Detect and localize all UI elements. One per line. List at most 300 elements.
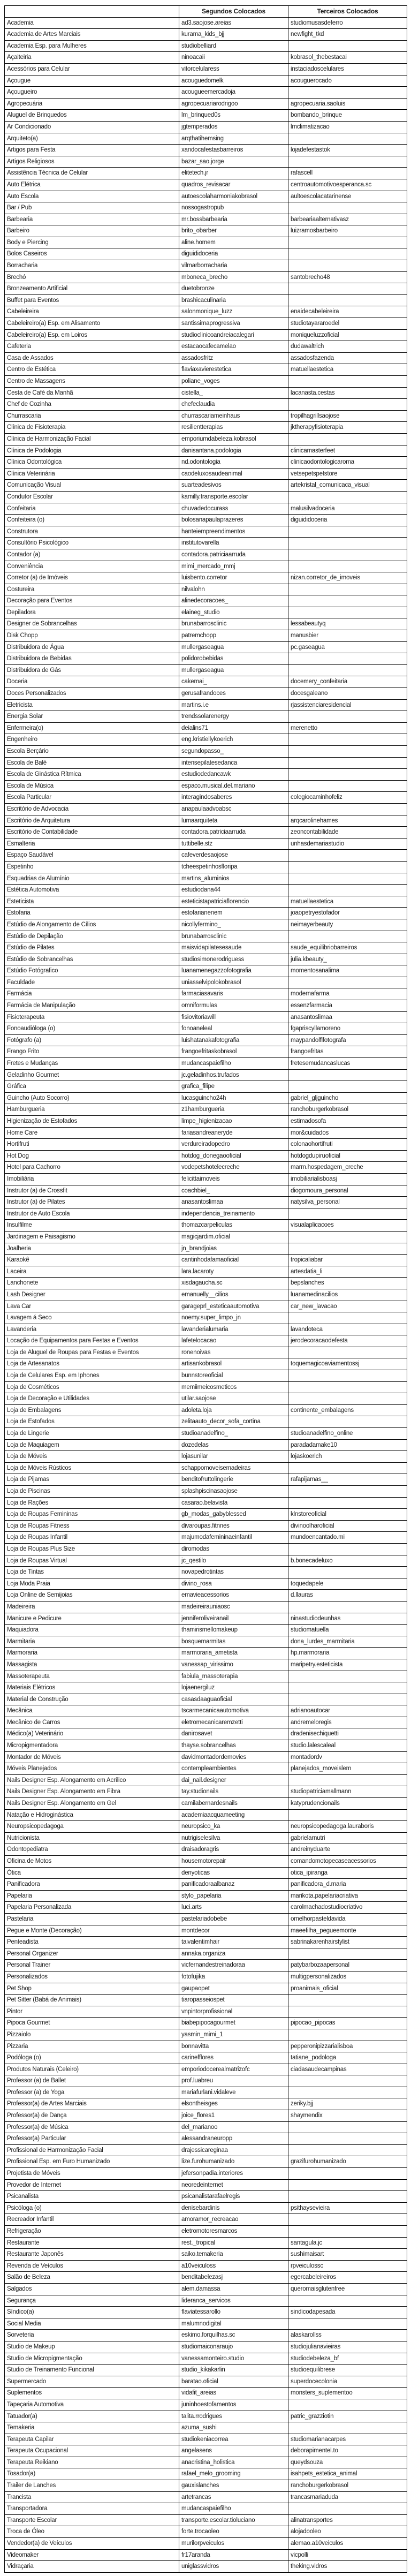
table-row bbox=[5, 1127, 407, 1139]
third-place-cell bbox=[288, 1809, 407, 1821]
third-place-cell: ranchoburgerkobrasol bbox=[288, 2480, 407, 2492]
second-place-cell: estudiodana44 bbox=[179, 885, 288, 896]
second-place-cell: lojasunilar bbox=[179, 1451, 288, 1463]
second-place-cell: jenniferoliveiranail bbox=[179, 1613, 288, 1625]
category-cell: Auto Elétrica bbox=[5, 179, 179, 191]
third-place-cell bbox=[288, 711, 407, 723]
category-cell: Artigos Religiosos bbox=[5, 156, 179, 168]
table-row bbox=[5, 1104, 407, 1116]
table-row bbox=[5, 942, 407, 954]
category-cell: Costureira bbox=[5, 584, 179, 595]
second-place-cell: rafael_melo_grooming bbox=[179, 2468, 288, 2480]
category-cell: Terapeuta Reikiano bbox=[5, 2457, 179, 2468]
category-cell: Açougue bbox=[5, 75, 179, 87]
table-row bbox=[5, 1844, 407, 1856]
table-row bbox=[5, 2318, 407, 2330]
third-place-cell: studiojulianavieiras bbox=[288, 2341, 407, 2353]
second-place-cell: neoredeinternet bbox=[179, 2179, 288, 2191]
category-cell: Higienização de Estofados bbox=[5, 1116, 179, 1128]
category-cell: Mecânico de Carros bbox=[5, 1717, 179, 1728]
second-place-cell: eskimo.forquilhas.sc bbox=[179, 2330, 288, 2341]
category-cell: Manicure e Pedicure bbox=[5, 1613, 179, 1625]
third-place-cell: zeriky.bjj bbox=[288, 2098, 407, 2110]
second-place-cell: stylo_papelaria bbox=[179, 1890, 288, 1902]
second-place-cell: divaroupas.fitnnes bbox=[179, 1520, 288, 1532]
category-cell: Loja de Roupas Virtual bbox=[5, 1555, 179, 1567]
category-cell: Refrigeração bbox=[5, 2226, 179, 2238]
category-cell: Fonoaudióloga (o) bbox=[5, 1023, 179, 1035]
third-place-cell bbox=[288, 1486, 407, 1498]
third-place-cell: visualaplicacoes bbox=[288, 1220, 407, 1232]
second-place-cell: danirosavet bbox=[179, 1728, 288, 1740]
table-row bbox=[5, 191, 407, 202]
third-place-cell bbox=[288, 248, 407, 260]
table-row bbox=[5, 1636, 407, 1648]
category-cell: Loja de Lingerie bbox=[5, 1428, 179, 1440]
second-place-cell: memiimeicosmeticos bbox=[179, 1381, 288, 1393]
category-cell: Farmácia de Manipulação bbox=[5, 1000, 179, 1012]
category-cell: Cafeteria bbox=[5, 341, 179, 353]
second-place-cell: nutrigiselesilva bbox=[179, 1832, 288, 1844]
table-row bbox=[5, 792, 407, 804]
second-place-cell: cafeverdesaojose bbox=[179, 850, 288, 862]
second-place-cell: grafica_filipe bbox=[179, 1081, 288, 1093]
category-cell: Academia Esp. para Mulheres bbox=[5, 40, 179, 52]
second-place-cell: nossogastropub bbox=[179, 202, 288, 214]
table-row bbox=[5, 2052, 407, 2064]
category-cell: Construtora bbox=[5, 526, 179, 538]
category-cell: Condutor Escolar bbox=[5, 491, 179, 503]
category-cell: Locação de Equipamentos para Festas e Eventos bbox=[5, 1335, 179, 1347]
third-place-cell: panificadora_d.maria bbox=[288, 1879, 407, 1891]
category-cell: Massoterapeuta bbox=[5, 1671, 179, 1682]
third-place-cell: alinatransportes bbox=[288, 2514, 407, 2526]
third-place-cell bbox=[288, 1347, 407, 1358]
table-row bbox=[5, 919, 407, 931]
third-place-cell: estimadosofa bbox=[288, 1116, 407, 1128]
third-place-cell: neuropsicopedagoga.lauraboris bbox=[288, 1821, 407, 1833]
category-cell: Tatuador(a) bbox=[5, 2411, 179, 2422]
table-row bbox=[5, 2098, 407, 2110]
table-row bbox=[5, 468, 407, 480]
third-place-cell bbox=[288, 1416, 407, 1428]
table-row bbox=[5, 1116, 407, 1128]
table-row bbox=[5, 2307, 407, 2318]
table-row bbox=[5, 711, 407, 723]
table-row bbox=[5, 2549, 407, 2561]
second-place-cell: davidmontadordemovies bbox=[179, 1751, 288, 1763]
table-row bbox=[5, 1879, 407, 1891]
table-row bbox=[5, 2457, 407, 2468]
second-place-cell: montdecor bbox=[179, 1925, 288, 1937]
third-place-cell: lmclimatizacao bbox=[288, 121, 407, 133]
table-row bbox=[5, 40, 407, 52]
second-place-cell: rest._tropical bbox=[179, 2237, 288, 2249]
second-place-cell: vicfernandestreinadoraa bbox=[179, 1960, 288, 1971]
table-row bbox=[5, 1625, 407, 1636]
second-place-cell: fabiula_massoterapia bbox=[179, 1671, 288, 1682]
category-cell: Terapeuta Capilar bbox=[5, 2434, 179, 2445]
second-place-cell: studiomaiconaraujo bbox=[179, 2341, 288, 2353]
table-row bbox=[5, 2353, 407, 2365]
category-cell: Loja de Maquiagem bbox=[5, 1439, 179, 1451]
third-place-cell bbox=[288, 977, 407, 988]
category-cell: Pet Shop bbox=[5, 1983, 179, 1995]
third-place-cell: moniqueluzzoficial bbox=[288, 329, 407, 341]
table-row bbox=[5, 1358, 407, 1370]
second-place-cell: elitetech.jr bbox=[179, 168, 288, 179]
category-cell: Videomaker bbox=[5, 2549, 179, 2561]
table-row bbox=[5, 1705, 407, 1717]
table-row bbox=[5, 977, 407, 988]
second-place-cell: vanessamonteiro.studio bbox=[179, 2353, 288, 2365]
third-place-cell bbox=[288, 734, 407, 746]
third-place-cell: bombando_brinque bbox=[288, 110, 407, 122]
second-place-cell: mboneca_brecho bbox=[179, 271, 288, 283]
second-place-cell: dozedelas bbox=[179, 1439, 288, 1451]
third-place-cell: pc.gaseagua bbox=[288, 641, 407, 653]
category-cell: Instrutor (a) de Pilates bbox=[5, 1197, 179, 1208]
third-place-cell: toquemagicoaviamentossj bbox=[288, 1358, 407, 1370]
third-place-cell: pepperonipizzarialisboa bbox=[288, 2041, 407, 2052]
second-place-cell: studio_kikakarlin bbox=[179, 2365, 288, 2376]
category-cell: Clínica de Fisioterapia bbox=[5, 422, 179, 434]
third-place-cell bbox=[288, 757, 407, 769]
category-cell: Provedor de Internet bbox=[5, 2179, 179, 2191]
third-place-cell bbox=[288, 2133, 407, 2145]
third-place-cell: patric_grazziotin bbox=[288, 2411, 407, 2422]
second-place-cell: anapaulaadvoabsc bbox=[179, 803, 288, 815]
second-place-cell: ad3.saojose.areias bbox=[179, 17, 288, 29]
third-place-cell: acouguerocado bbox=[288, 75, 407, 87]
second-place-cell: flaviatessarollo bbox=[179, 2307, 288, 2318]
second-place-cell: thamirismellomakeup bbox=[179, 1625, 288, 1636]
category-cell: Loja de Móveis bbox=[5, 1451, 179, 1463]
category-cell: Loja Online de Semijoias bbox=[5, 1590, 179, 1601]
second-place-cell: agropecuariarodrigoo bbox=[179, 98, 288, 110]
third-place-cell bbox=[288, 2295, 407, 2307]
table-row bbox=[5, 2295, 407, 2307]
third-place-cell bbox=[288, 1393, 407, 1405]
category-cell: Pet Sitter (Babá de Animais) bbox=[5, 1995, 179, 2006]
category-cell: Bar / Pub bbox=[5, 202, 179, 214]
third-place-cell: julia.kbeauty_ bbox=[288, 954, 407, 965]
third-place-cell: frangoefritas bbox=[288, 1046, 407, 1058]
third-place-cell bbox=[288, 376, 407, 388]
category-cell: Penteadista bbox=[5, 1937, 179, 1948]
third-place-cell: hp.marmoraria bbox=[288, 1648, 407, 1659]
second-place-cell: luanamenegazzofotografia bbox=[179, 965, 288, 977]
third-place-cell bbox=[288, 931, 407, 942]
table-row bbox=[5, 2133, 407, 2145]
category-cell: Assistência Técnica de Celular bbox=[5, 168, 179, 179]
second-place-cell: vnpintorprofissional bbox=[179, 2006, 288, 2018]
table-row bbox=[5, 457, 407, 469]
category-cell: Lavanderia bbox=[5, 1324, 179, 1335]
table-row bbox=[5, 1416, 407, 1428]
category-cell: Social Media bbox=[5, 2318, 179, 2330]
second-place-cell: aline.homem bbox=[179, 237, 288, 248]
third-place-cell: vicpolli bbox=[288, 2549, 407, 2561]
third-place-cell bbox=[288, 595, 407, 607]
second-place-cell: flaviaxavierestetica bbox=[179, 364, 288, 376]
category-cell: Comunicação Visual bbox=[5, 480, 179, 492]
third-place-cell: studiomatuella bbox=[288, 1625, 407, 1636]
second-place-cell: hanteiempreendimentos bbox=[179, 526, 288, 538]
table-row bbox=[5, 2341, 407, 2353]
category-cell: Academia bbox=[5, 17, 179, 29]
second-place-cell: mudancaspaiefilho bbox=[179, 2503, 288, 2515]
table-row bbox=[5, 653, 407, 665]
second-place-cell: vodepetshotelecreche bbox=[179, 1162, 288, 1174]
category-cell: Vendedor(a) de Veículos bbox=[5, 2538, 179, 2550]
third-place-cell: clinicamasterfeet bbox=[288, 445, 407, 457]
third-place-cell bbox=[288, 1601, 407, 1613]
second-place-cell: coachbiel_ bbox=[179, 1185, 288, 1197]
table-row bbox=[5, 1578, 407, 1590]
second-place-cell: nilvalohn bbox=[179, 584, 288, 595]
third-place-cell: jktherapyfisioterapia bbox=[288, 422, 407, 434]
second-place-cell: casasdaaguaoficial bbox=[179, 1694, 288, 1705]
category-cell: Designer de Sobrancelhas bbox=[5, 618, 179, 630]
second-place-cell: thayse.sobrancelhas bbox=[179, 1740, 288, 1752]
category-cell: Estética Automotiva bbox=[5, 885, 179, 896]
table-row bbox=[5, 1497, 407, 1509]
third-place-cell bbox=[288, 2006, 407, 2018]
table-row bbox=[5, 2156, 407, 2168]
table-row bbox=[5, 734, 407, 746]
second-place-cell: artetrancas bbox=[179, 2491, 288, 2503]
second-place-cell: jefersonpadia.interiores bbox=[179, 2168, 288, 2180]
second-place-cell: kamilly.transporte.escolar bbox=[179, 491, 288, 503]
second-place-cell: alessandraneuropp bbox=[179, 2133, 288, 2145]
third-place-cell: aultoescolacatarinense bbox=[288, 191, 407, 202]
table-row bbox=[5, 2018, 407, 2029]
second-place-cell: esteticistapatriciaflorencio bbox=[179, 896, 288, 908]
category-cell: Podóloga (o) bbox=[5, 2052, 179, 2064]
category-cell: Doceria bbox=[5, 676, 179, 688]
second-place-cell: eng.kristiellykoerich bbox=[179, 734, 288, 746]
category-cell: Fisioterapeuta bbox=[5, 1011, 179, 1023]
table-row bbox=[5, 1034, 407, 1046]
category-cell: Professor (a) de Ballet bbox=[5, 2075, 179, 2087]
category-cell: Loja de Roupas Plus Size bbox=[5, 1543, 179, 1555]
third-place-cell bbox=[288, 1671, 407, 1682]
table-row bbox=[5, 1404, 407, 1416]
third-place-cell bbox=[288, 1694, 407, 1705]
category-cell: Instrutor de Auto Escola bbox=[5, 1208, 179, 1220]
table-row bbox=[5, 387, 407, 399]
third-place-cell bbox=[288, 1682, 407, 1694]
third-place-cell: dona_lurdes_marmitaria bbox=[288, 1636, 407, 1648]
third-place-cell: dradenisechiquetti bbox=[288, 1728, 407, 1740]
table-row bbox=[5, 1185, 407, 1197]
second-place-cell: brunabarrosclinic bbox=[179, 931, 288, 942]
table-row bbox=[5, 376, 407, 388]
table-row bbox=[5, 2365, 407, 2376]
second-place-cell: interagindosaberes bbox=[179, 792, 288, 804]
header-third-place: Terceiros Colocados bbox=[288, 6, 407, 18]
category-cell: Móveis Planejados bbox=[5, 1763, 179, 1775]
category-cell: Churrascaria bbox=[5, 410, 179, 422]
table-row bbox=[5, 225, 407, 237]
table-row bbox=[5, 2029, 407, 2041]
category-cell: Loja de Tintas bbox=[5, 1567, 179, 1578]
third-place-cell: trancasmariaduda bbox=[288, 2491, 407, 2503]
category-cell: Barbearia bbox=[5, 214, 179, 225]
category-cell: Espaço Saudável bbox=[5, 850, 179, 862]
category-cell: Loja de Aluguel de Roupas para Festas e Eventos bbox=[5, 1347, 179, 1358]
table-row bbox=[5, 1971, 407, 1983]
table-row bbox=[5, 1832, 407, 1844]
table-row bbox=[5, 237, 407, 248]
category-cell: Professor (a) de Yoga bbox=[5, 2087, 179, 2098]
third-place-cell: rafascell bbox=[288, 168, 407, 179]
third-place-cell bbox=[288, 2179, 407, 2191]
category-cell: Suplementos bbox=[5, 2388, 179, 2399]
category-cell: Instrutor (a) de Crossfit bbox=[5, 1185, 179, 1197]
table-row bbox=[5, 850, 407, 862]
category-cell: Cabeleireiro(a) Esp. em Loiros bbox=[5, 329, 179, 341]
table-row bbox=[5, 1393, 407, 1405]
third-place-cell: arqcarolinehames bbox=[288, 815, 407, 827]
table-row bbox=[5, 676, 407, 688]
table-row bbox=[5, 98, 407, 110]
third-place-cell: tatiane_podologa bbox=[288, 2052, 407, 2064]
third-place-cell: gabriel_gljguincho bbox=[288, 1092, 407, 1104]
table-row bbox=[5, 410, 407, 422]
second-place-cell: gerusafrandoces bbox=[179, 688, 288, 700]
third-place-cell bbox=[288, 873, 407, 885]
third-place-cell bbox=[288, 2191, 407, 2203]
category-cell: Professor(a) Particular bbox=[5, 2133, 179, 2145]
category-cell: Supermercado bbox=[5, 2376, 179, 2388]
category-cell: Loja de Cosméticos bbox=[5, 1381, 179, 1393]
second-place-cell: farmaciasavaris bbox=[179, 988, 288, 1000]
category-cell: Esquadrias de Alumínio bbox=[5, 873, 179, 885]
table-row bbox=[5, 433, 407, 445]
third-place-cell: artekristal_comunicaca_visual bbox=[288, 480, 407, 492]
second-place-cell: jc_qestilo bbox=[179, 1555, 288, 1567]
category-cell: Disk Chopp bbox=[5, 630, 179, 642]
third-place-cell: clinicaodontologicaroma bbox=[288, 457, 407, 469]
third-place-cell: maeefilha_pegueemonte bbox=[288, 1925, 407, 1937]
category-cell: Espetinho bbox=[5, 861, 179, 873]
second-place-cell: poliane_voges bbox=[179, 376, 288, 388]
third-place-cell: saude_equilibriobarreiros bbox=[288, 942, 407, 954]
category-cell: Loja Moda Praia bbox=[5, 1578, 179, 1590]
third-place-cell: lacanasta.cestas bbox=[288, 387, 407, 399]
third-place-cell bbox=[288, 2399, 407, 2411]
category-cell: Loja de Pijamas bbox=[5, 1474, 179, 1486]
second-place-cell: novapedrotintas bbox=[179, 1567, 288, 1578]
category-cell: Auto Escola bbox=[5, 191, 179, 202]
second-place-cell: brito_obarber bbox=[179, 225, 288, 237]
second-place-cell: emavieacessorios bbox=[179, 1590, 288, 1601]
third-place-cell: assadosfazenda bbox=[288, 352, 407, 364]
table-row bbox=[5, 664, 407, 676]
table-row bbox=[5, 1567, 407, 1578]
third-place-cell: alaskarollss bbox=[288, 2330, 407, 2341]
table-row bbox=[5, 618, 407, 630]
third-place-cell: theking.vidros bbox=[288, 2561, 407, 2573]
second-place-cell: anacristina_holistica bbox=[179, 2457, 288, 2468]
category-cell: Ar Condicionado bbox=[5, 121, 179, 133]
second-place-cell: eletromotoresmarcos bbox=[179, 2226, 288, 2238]
table-row bbox=[5, 214, 407, 225]
second-place-cell: autoescolaharmoniakobrasol bbox=[179, 191, 288, 202]
third-place-cell: studioequilibrese bbox=[288, 2365, 407, 2376]
second-place-cell: studiobelliard bbox=[179, 40, 288, 52]
second-place-cell: tiaropasseiospet bbox=[179, 1995, 288, 2006]
category-cell: Loja de Roupas Fitness bbox=[5, 1520, 179, 1532]
third-place-cell: otica_ipiranga bbox=[288, 1867, 407, 1879]
table-row bbox=[5, 908, 407, 919]
second-place-cell: caodeluxosaudeanimal bbox=[179, 468, 288, 480]
table-row bbox=[5, 1150, 407, 1162]
second-place-cell: fisiovitoriawill bbox=[179, 1011, 288, 1023]
category-cell: Esmalteria bbox=[5, 838, 179, 850]
table-row bbox=[5, 815, 407, 827]
second-place-cell: estacaocafecamelao bbox=[179, 341, 288, 353]
third-place-cell: lojadefestastok bbox=[288, 145, 407, 156]
third-place-cell: rjassistenciaresidencial bbox=[288, 699, 407, 711]
second-place-cell: resilientterapias bbox=[179, 422, 288, 434]
category-cell: Nutricionista bbox=[5, 1832, 179, 1844]
table-row bbox=[5, 641, 407, 653]
category-cell: Profissional Esp. em Furo Humanizado bbox=[5, 2156, 179, 2168]
category-cell: Loja de Roupas Femininas bbox=[5, 1509, 179, 1521]
third-place-cell: pipocao_pipocas bbox=[288, 2018, 407, 2029]
third-place-cell: colegiocaminhofeliz bbox=[288, 792, 407, 804]
table-row bbox=[5, 526, 407, 538]
category-cell: Confeitaria bbox=[5, 503, 179, 515]
category-cell: Temakeria bbox=[5, 2422, 179, 2434]
category-cell: Restaurante bbox=[5, 2237, 179, 2249]
second-place-cell: pastelariadobebe bbox=[179, 1913, 288, 1925]
table-row bbox=[5, 1520, 407, 1532]
third-place-cell: bepslanches bbox=[288, 1278, 407, 1289]
second-place-cell: taivalentimhair bbox=[179, 1937, 288, 1948]
second-place-cell: transporte.escolar.tioluciano bbox=[179, 2514, 288, 2526]
third-place-cell bbox=[288, 40, 407, 52]
category-cell: Madeireira bbox=[5, 1601, 179, 1613]
third-place-cell bbox=[288, 1948, 407, 1960]
third-place-cell: vetsepetspetstore bbox=[288, 468, 407, 480]
category-cell: Distribuidora de Bebidas bbox=[5, 653, 179, 665]
table-row bbox=[5, 1000, 407, 1012]
category-cell: Papelaria bbox=[5, 1890, 179, 1902]
category-cell: Médico(a) Veterinário bbox=[5, 1728, 179, 1740]
second-place-cell: uniasselvipolokobrasol bbox=[179, 977, 288, 988]
table-row bbox=[5, 491, 407, 503]
table-row bbox=[5, 2226, 407, 2238]
second-place-cell: contadora.patriciaarruda bbox=[179, 827, 288, 838]
table-row bbox=[5, 2168, 407, 2180]
category-cell: Loja de Decoração e Utilidades bbox=[5, 1393, 179, 1405]
category-cell: Oficina de Motos bbox=[5, 1856, 179, 1868]
third-place-cell: neimayerbeauty bbox=[288, 919, 407, 931]
category-cell: Professor(a) de Artes Marciais bbox=[5, 2098, 179, 2110]
category-cell: Vidraçaria bbox=[5, 2561, 179, 2573]
table-row bbox=[5, 2491, 407, 2503]
table-row bbox=[5, 1809, 407, 1821]
table-row bbox=[5, 954, 407, 965]
second-place-cell: mariafurlani.vidaleve bbox=[179, 2087, 288, 2098]
table-row bbox=[5, 861, 407, 873]
table-row bbox=[5, 595, 407, 607]
table-row bbox=[5, 1046, 407, 1058]
